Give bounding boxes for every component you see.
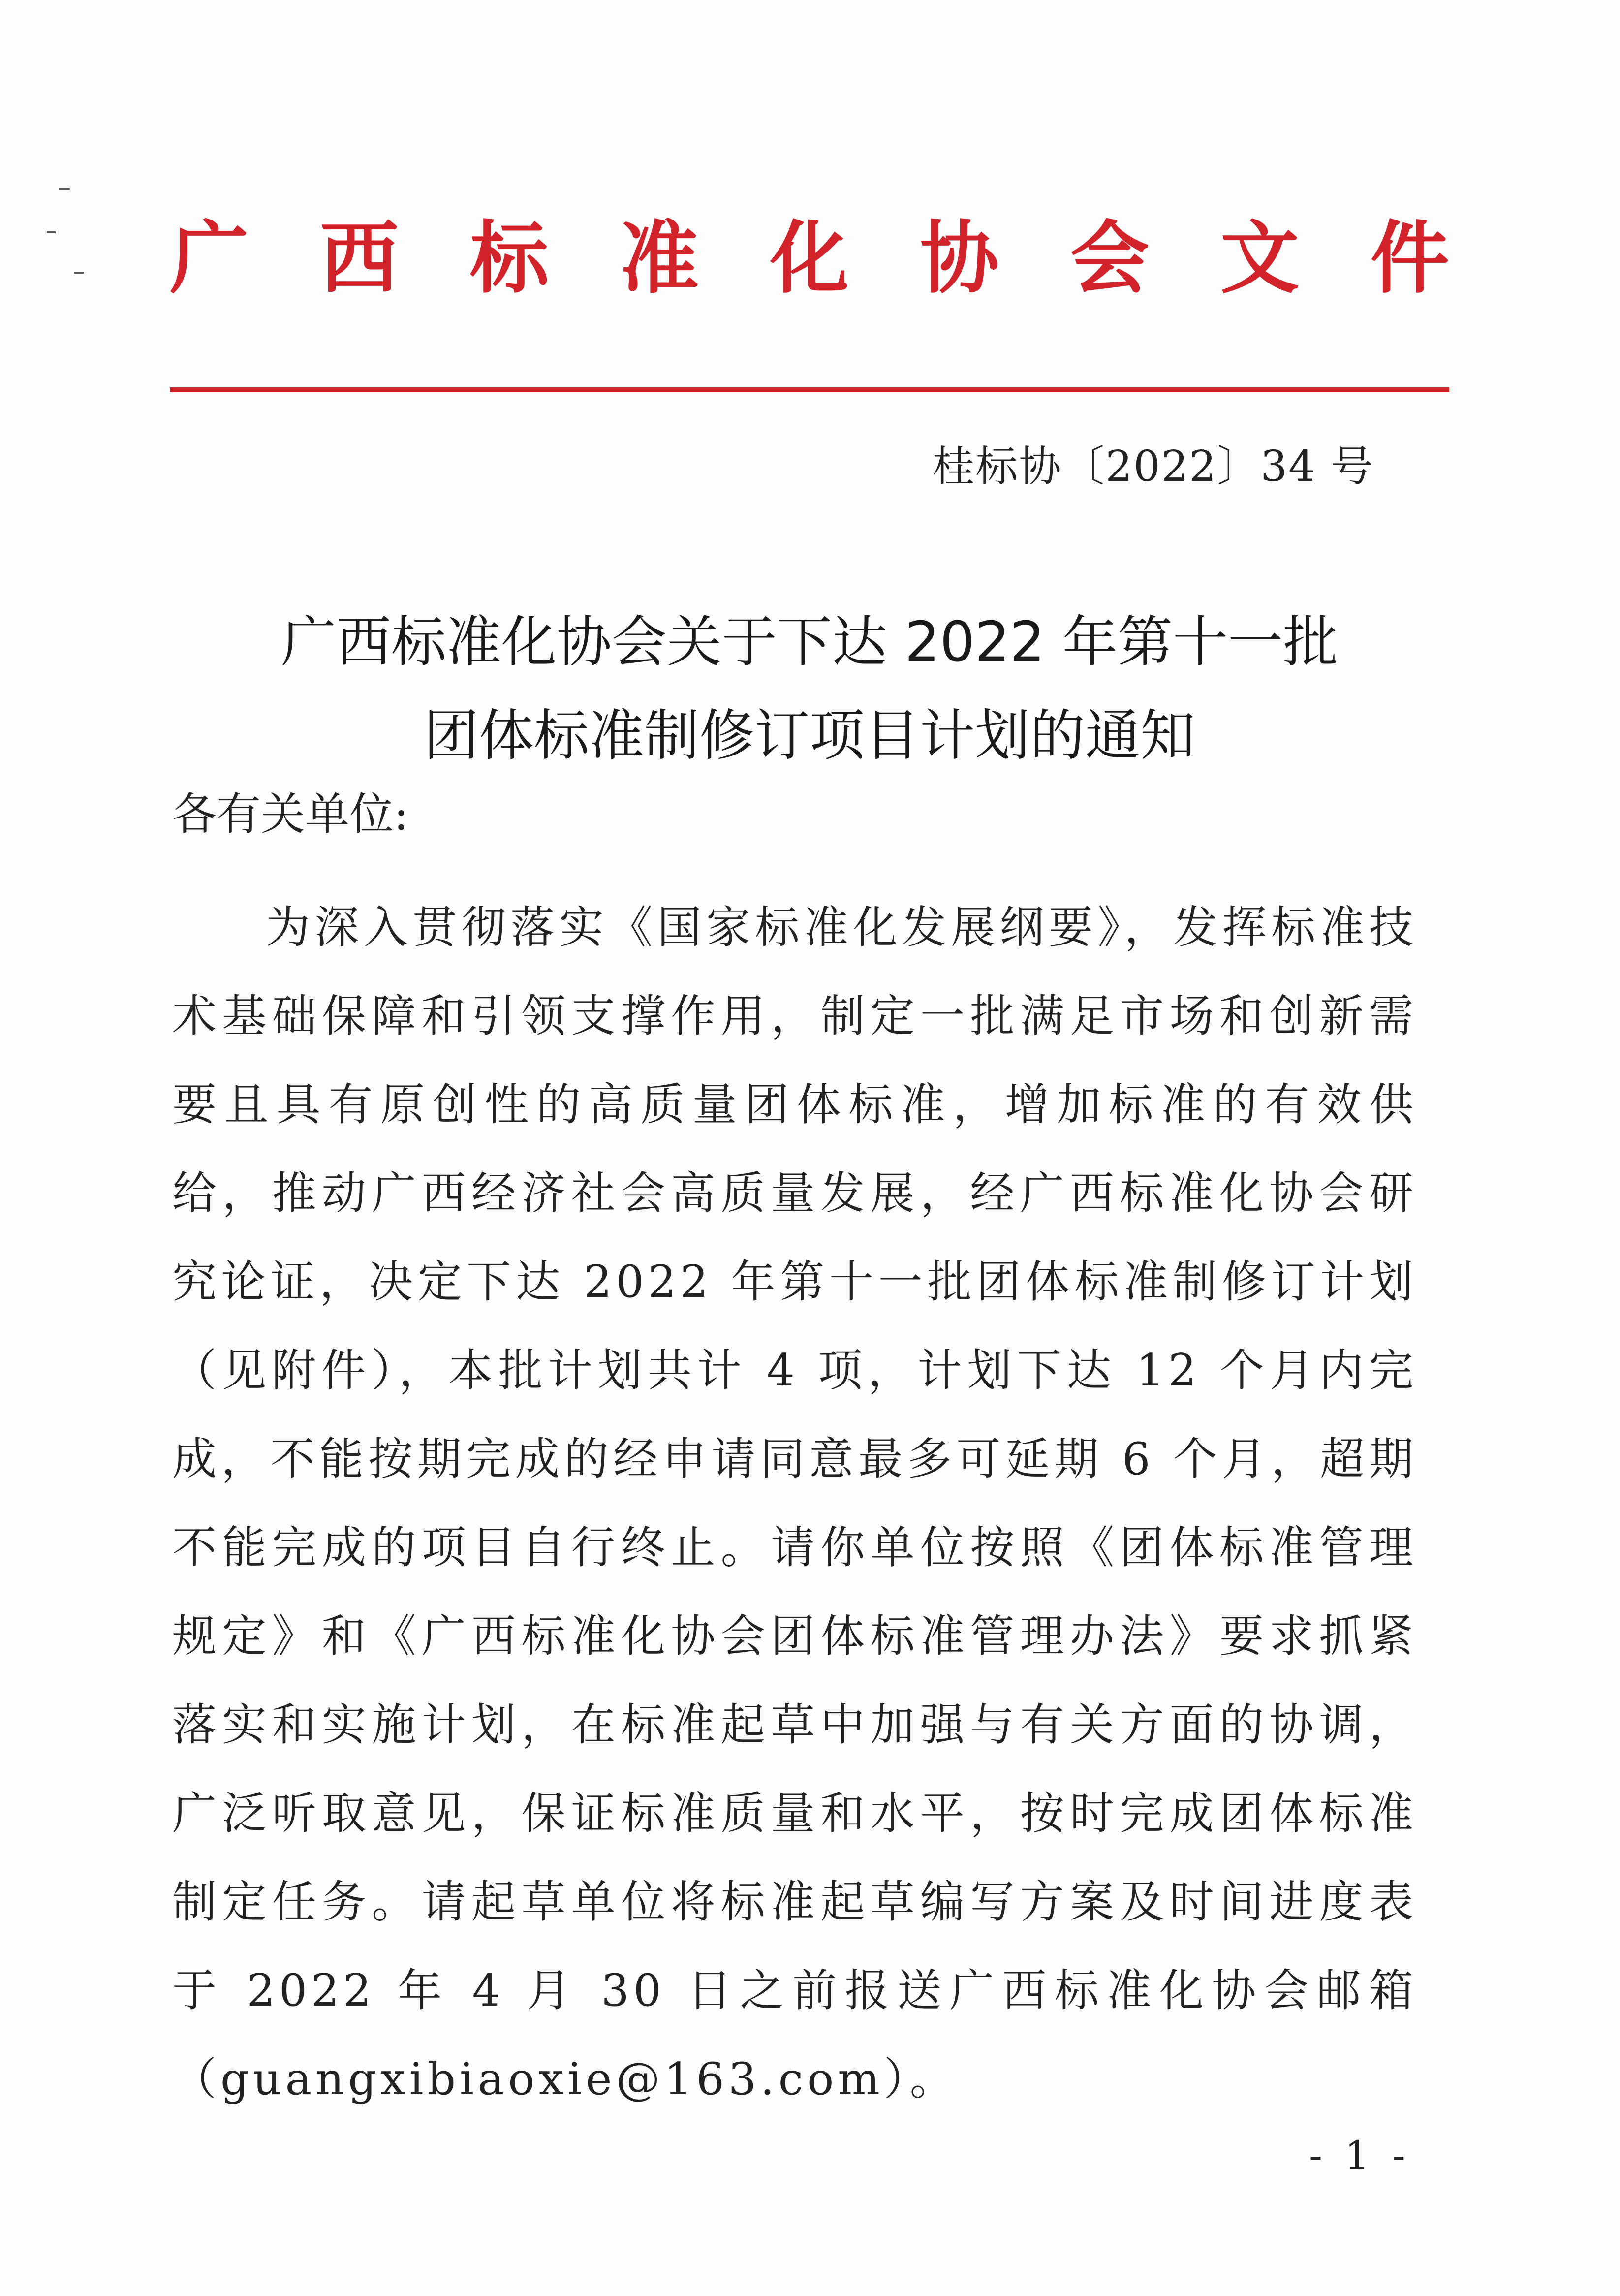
letterhead-char: 协 (920, 212, 999, 304)
letterhead-char: 化 (770, 212, 849, 304)
document-title (170, 596, 1449, 783)
letterhead-char: 标 (469, 212, 549, 304)
letterhead-char: 西 (319, 212, 399, 304)
title-line-2: 团体标准制修订项目计划的通知 (424, 704, 1195, 768)
title-line-1: 广西标准化协会关于下达 2022 年第十一批 (280, 610, 1339, 674)
scan-speck (59, 188, 70, 190)
red-divider-line (170, 387, 1449, 392)
document-number: 桂标协〔2022〕34 号 (932, 442, 1374, 491)
scan-speck (74, 272, 84, 274)
letterhead-char: 准 (620, 212, 699, 304)
letterhead-char: 文 (1220, 212, 1299, 304)
body-paragraph: 为深入贯彻落实《国家标准化发展纲要》，发挥标准技术基础保障和引领支撑作用，制定一批满足市场和创新需要且具有原创性的高质量团体标准，增加标准的有效供给，推动广西经济社会高质量发展，经广西标准化协会研究论证，决定下达 2022 年第十一批团体标准制修订计划（见附件），本批计划共计 4 项，计划下达 12 个月内完成，不能按期完成的经申请同意最多可延期 6 个月，超期不能完成的项目自行终止。请你单位按照《团体标准管理规定》和《广西标准化协会团体标准管理办法》要求抓紧落实和实施计划，在标准起草中加强与有关方面的协调，广泛听取意见，保证标准质量和水平，按时完成团体标准制定任务。请起草单位将标准起草编写方案及时间进度表于 2022 年 4 月 30 日之前报送广西标准化协会邮箱（guangxibiaoxie@163.com）。 (172, 902, 1417, 2105)
letterhead-char: 会 (1070, 212, 1149, 304)
page-number: - 1 - (1309, 2133, 1410, 2178)
salutation: 各有关单位: (172, 788, 409, 840)
scan-speck (47, 231, 56, 233)
letterhead (170, 207, 1449, 310)
letterhead-char: 件 (1370, 212, 1449, 304)
letterhead-char: 广 (170, 212, 249, 304)
